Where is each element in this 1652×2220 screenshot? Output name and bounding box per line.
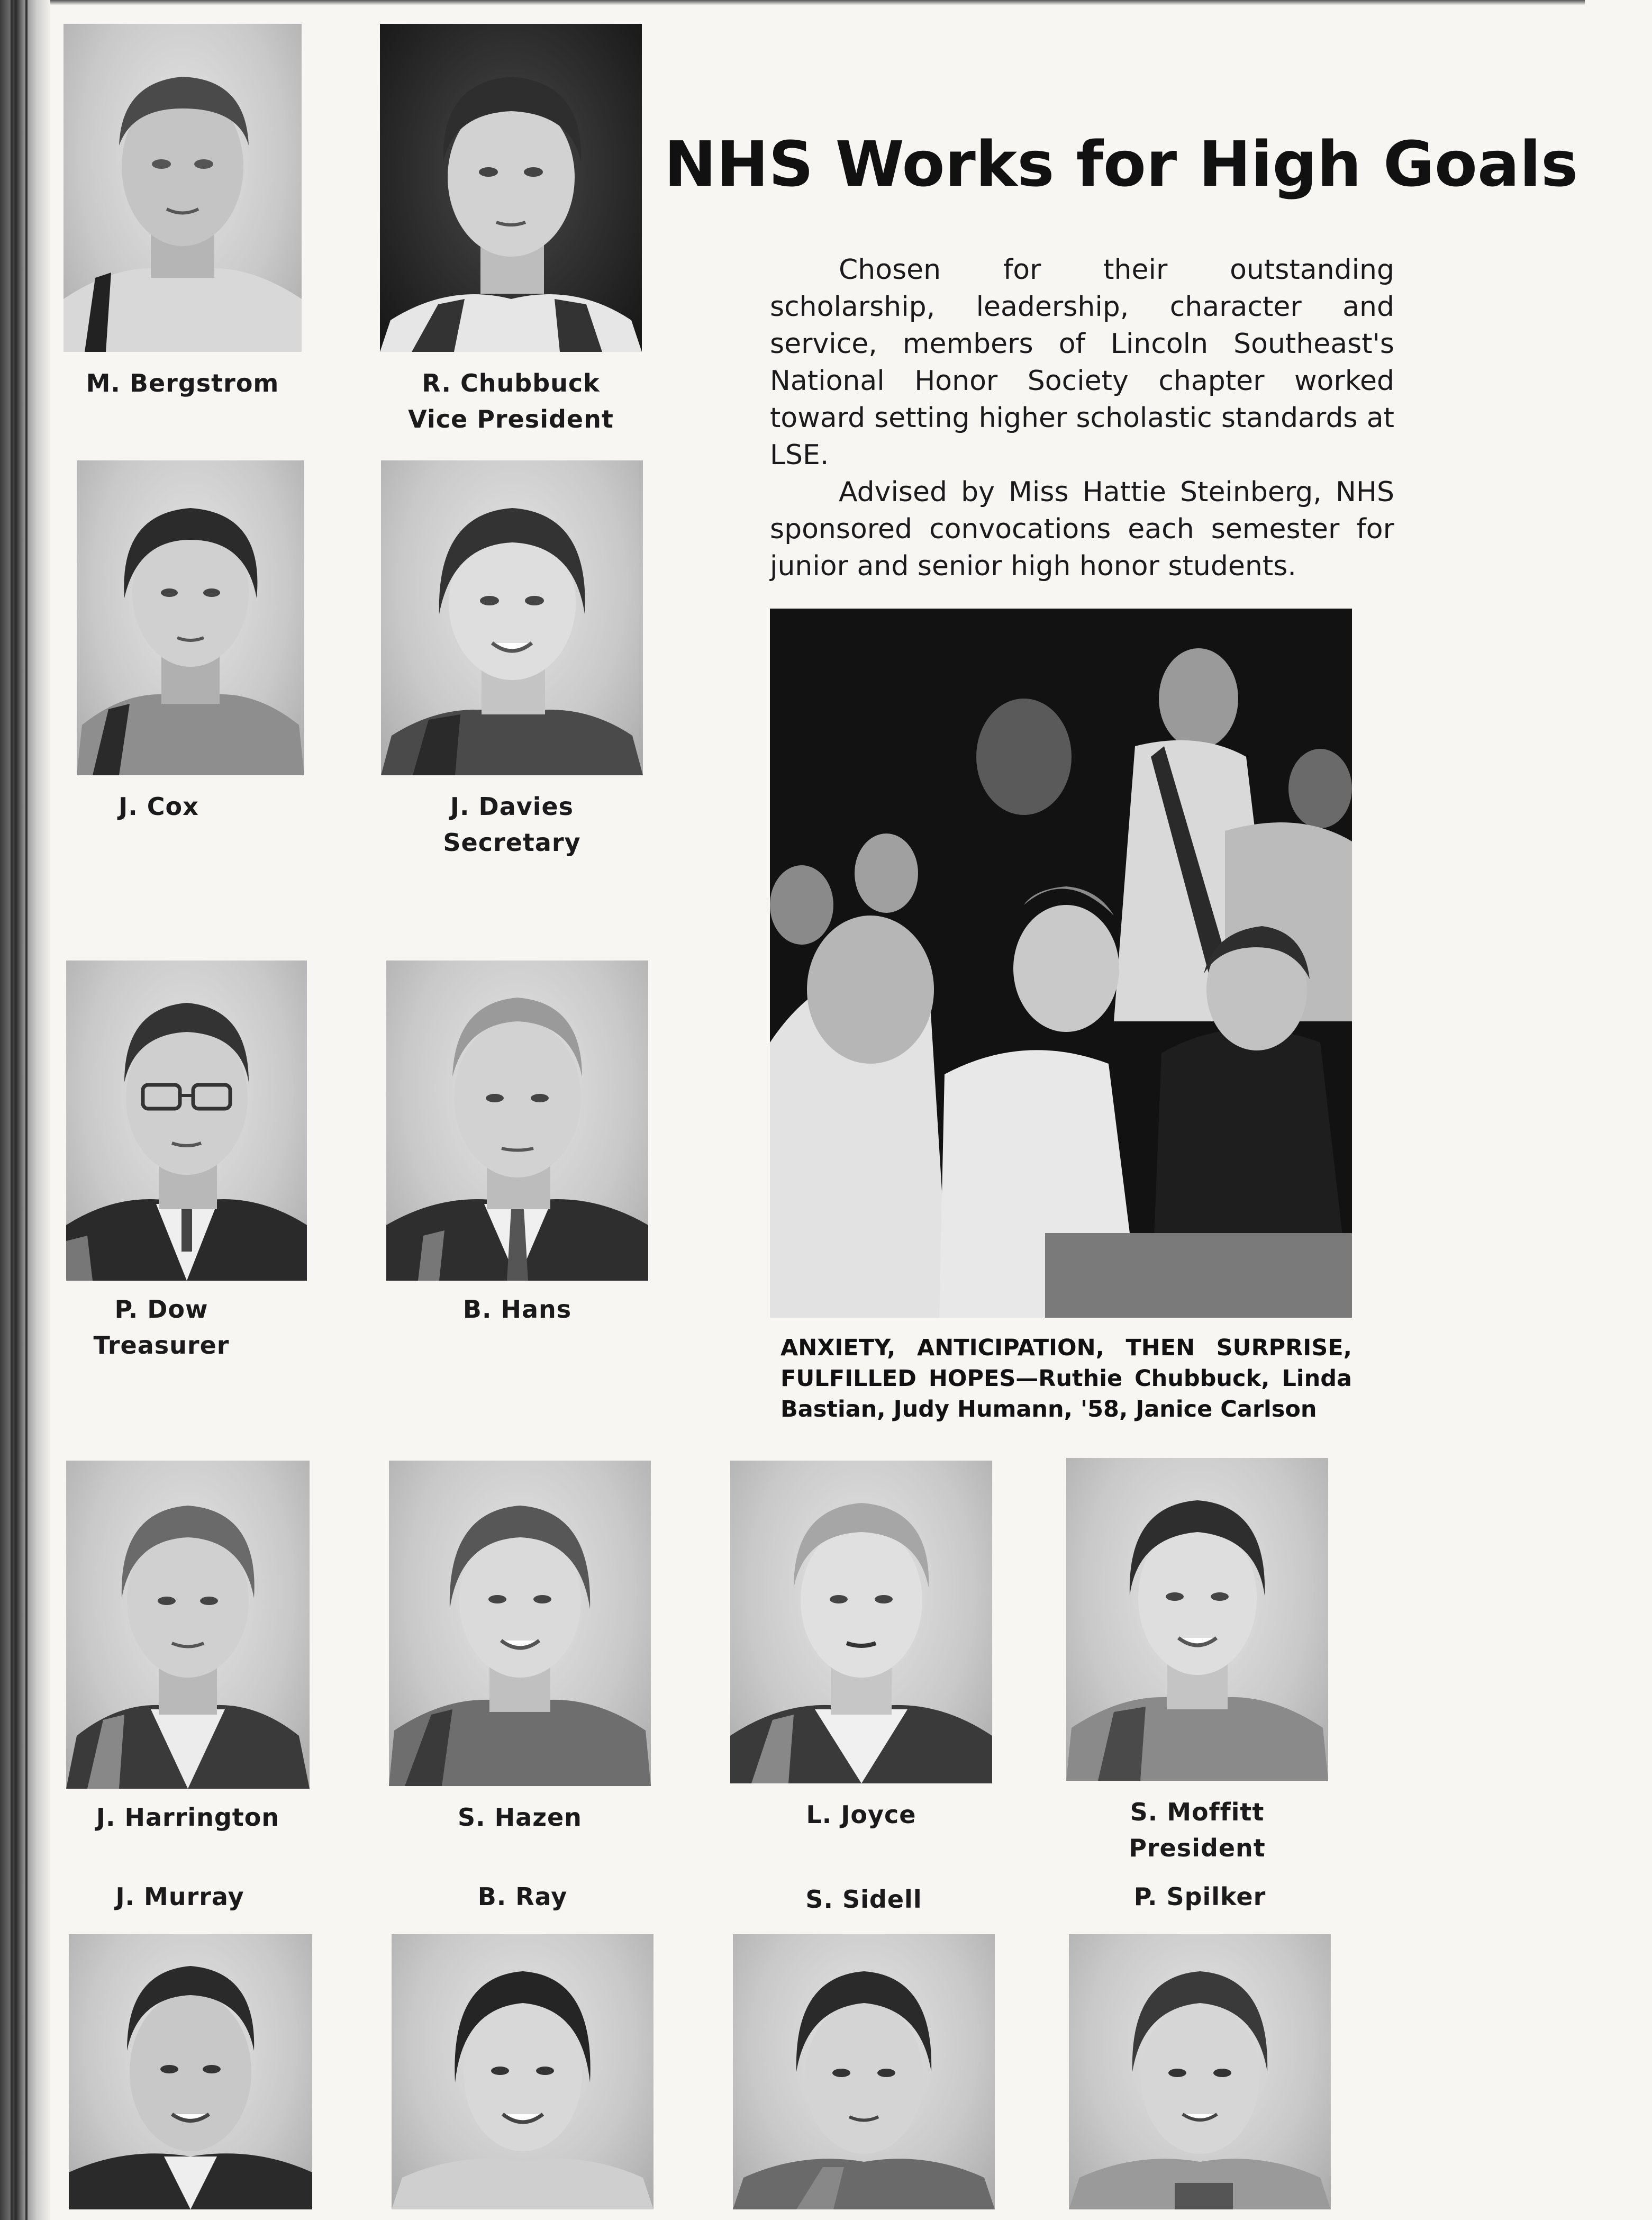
- member-name: J. Davies: [450, 792, 574, 821]
- member-caption: [389, 1799, 651, 1835]
- portrait-photo-chubbuck: [380, 24, 642, 352]
- member-name: P. Dow: [114, 1295, 208, 1324]
- member-name: J. Murray: [115, 1882, 244, 1911]
- portrait-photo-murray: [69, 1934, 312, 2209]
- member-caption: [1066, 1794, 1328, 1866]
- portrait-photo-ray: [392, 1934, 653, 2209]
- intro-paragraph: Chosen for their outstanding scholarship, leadership, character and service, members of Lincoln Southeast's National Honor Society chapter worked toward setting higher scholastic standards at LSE.: [770, 254, 1394, 471]
- page-title: NHS Works for High Goals: [664, 128, 1578, 201]
- spine-line: [11, 0, 13, 2220]
- member-role: Treasurer: [93, 1331, 230, 1360]
- portrait-photo-hans: [386, 961, 648, 1281]
- member-name: L. Joyce: [806, 1800, 916, 1829]
- group-photo: [770, 609, 1352, 1318]
- member-caption: [730, 1797, 992, 1833]
- member-caption: [733, 1881, 995, 1917]
- portrait-photo-cox: [77, 460, 304, 775]
- member-name: J. Cox: [119, 792, 199, 821]
- spine-line: [25, 0, 28, 2220]
- portrait-photo-spilker: [1069, 1934, 1331, 2209]
- top-edge-shadow: [50, 0, 1585, 5]
- member-name: B. Ray: [477, 1882, 568, 1911]
- member-name: S. Moffitt: [1130, 1798, 1265, 1826]
- member-caption: [66, 1799, 310, 1835]
- member-caption: [63, 365, 302, 401]
- portrait-photo-hazen: [389, 1461, 651, 1786]
- portrait-photo-bergstrom: [63, 24, 302, 352]
- member-caption: [386, 1291, 648, 1327]
- intro-text: [770, 251, 1394, 585]
- member-name: S. Sidell: [805, 1885, 922, 1914]
- member-caption: [63, 789, 254, 824]
- member-name: J. Harrington: [96, 1803, 280, 1832]
- member-name: R. Chubbuck: [422, 369, 600, 397]
- member-caption: [66, 1291, 257, 1363]
- group-photo-caption: ANXIETY, ANTICIPATION, THEN SURPRISE, FULFILLED HOPES—Ruthie Chubbuck, Linda Bastian, Judy Humann, '58, Janice Carlson: [780, 1335, 1352, 1422]
- member-name: M. Bergstrom: [86, 369, 279, 397]
- member-caption: [1069, 1879, 1331, 1915]
- member-role: President: [1129, 1834, 1266, 1862]
- member-name: B. Hans: [462, 1295, 572, 1324]
- intro-paragraph: Advised by Miss Hattie Steinberg, NHS sponsored convocations each semester for junior and senior high honor students.: [770, 476, 1394, 582]
- portrait-photo-harrington: [66, 1461, 310, 1789]
- member-caption: [380, 365, 642, 437]
- member-caption: [392, 1879, 653, 1915]
- member-role: Vice President: [408, 405, 614, 433]
- portrait-photo-moffitt: [1066, 1458, 1328, 1781]
- member-caption: [381, 789, 643, 860]
- member-role: Secretary: [443, 828, 581, 857]
- portrait-photo-sidell: [733, 1934, 995, 2209]
- portrait-photo-joyce: [730, 1461, 992, 1783]
- portrait-photo-davies: [381, 460, 643, 775]
- member-name: S. Hazen: [458, 1803, 582, 1832]
- member-name: P. Spilker: [1133, 1882, 1266, 1911]
- member-caption: [69, 1879, 291, 1915]
- portrait-photo-dow: [66, 961, 307, 1281]
